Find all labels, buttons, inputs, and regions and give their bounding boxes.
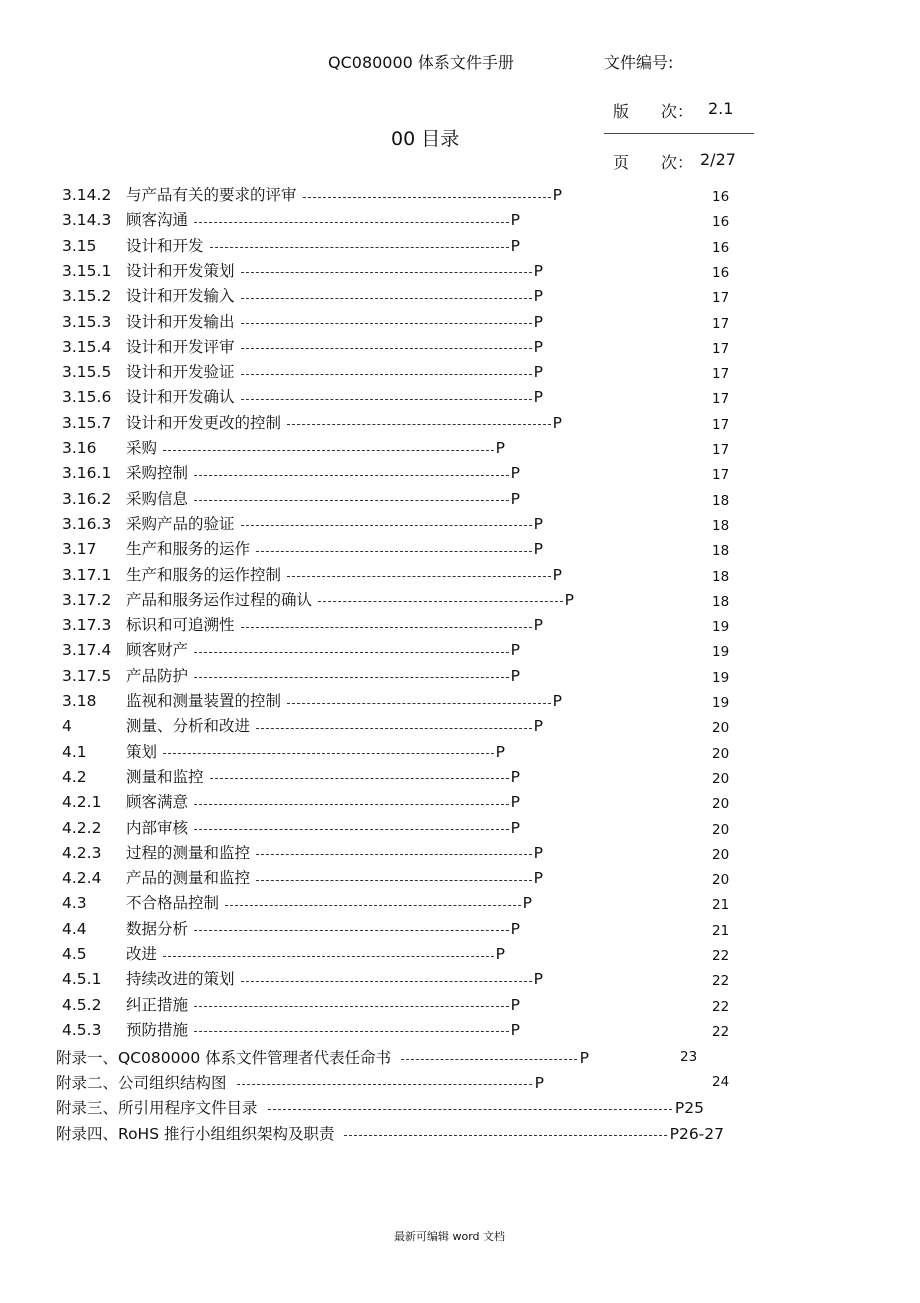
toc-entry-leader [126, 512, 543, 537]
toc-entry-leader [126, 436, 505, 461]
toc-entry-page: 20 [712, 872, 730, 889]
toc-entry-title: 顾客财产 [126, 641, 189, 660]
toc-entry-p-marker: P [533, 540, 543, 559]
toc-entry-p-marker: P [510, 236, 520, 255]
toc-entry-p-marker: P [510, 641, 520, 660]
dotted-leader [268, 1109, 672, 1110]
toc-entry-p-marker: P [533, 970, 543, 989]
toc-entry-number: 4.2.1 [62, 793, 102, 812]
toc-entry-leader [126, 284, 543, 309]
toc-entry [0, 942, 920, 967]
dotted-leader [241, 399, 532, 400]
appendix-title: 附录三、所引用程序文件目录 [56, 1099, 258, 1117]
toc-entry-leader [126, 638, 520, 663]
toc-entry [0, 866, 920, 891]
toc-entry [0, 917, 920, 942]
toc-entry [0, 967, 920, 992]
dotted-leader [163, 753, 494, 754]
toc-entry [0, 841, 920, 866]
toc-entry-p-marker: P [533, 363, 543, 382]
toc-entry-title: 产品防护 [126, 666, 189, 685]
toc-entry-p-marker: P [533, 388, 543, 407]
toc-entry-title: 设计和开发确认 [126, 388, 235, 407]
toc-entry-number: 3.17.4 [62, 641, 112, 660]
appendix-title: 附录一、QC080000 体系文件管理者代表任命书 [56, 1049, 392, 1067]
toc-entry-page: 16 [712, 264, 730, 281]
toc-entry-title: 设计和开发 [126, 236, 204, 255]
toc-entry [0, 183, 920, 208]
toc-entry-p-marker: P [552, 692, 562, 710]
dotted-leader [241, 272, 532, 273]
toc-entry-title: 与产品有关的要求的评审 [126, 186, 297, 204]
toc-entry-leader [126, 993, 520, 1018]
toc-entry-page: 16 [712, 189, 730, 205]
dotted-leader [237, 1084, 532, 1085]
toc-entry-number: 3.16.1 [62, 464, 112, 483]
toc-entry-title: 标识和可追溯性 [126, 616, 235, 635]
dotted-leader [241, 981, 532, 982]
toc-entry-number: 3.17.3 [62, 616, 112, 635]
toc-entry-p-marker: P [552, 565, 562, 584]
toc-entry-number: 4.2 [62, 767, 87, 786]
toc-entry-title: 监视和测量装置的控制 [126, 692, 282, 710]
dotted-leader [194, 475, 509, 476]
toc-entry-page: 17 [712, 391, 730, 408]
toc-entry-p-marker: P [510, 1020, 520, 1039]
appendix-entry [56, 1095, 704, 1121]
page-label: 页 次： [613, 153, 694, 172]
toc-entry-number: 3.14.3 [62, 211, 112, 230]
toc-entry-leader [126, 310, 543, 335]
toc-entry-p-marker: P [495, 742, 505, 761]
toc-entry [0, 335, 920, 360]
toc-entry-number: 3.16 [62, 439, 97, 457]
toc-entry-title: 生产和服务的运作控制 [126, 565, 282, 584]
toc-entry-page: 20 [712, 745, 730, 762]
toc-title: 00 目录 [391, 128, 460, 150]
dotted-leader [194, 930, 509, 931]
toc-entry-page: 18 [712, 492, 730, 509]
toc-entry-number: 4.2.3 [62, 843, 102, 862]
toc-entry-number: 3.16.3 [62, 514, 112, 533]
dotted-leader [194, 677, 509, 678]
appendix-entry [56, 1121, 724, 1147]
toc-entry [0, 1018, 920, 1043]
doc-number-label: 文件编号: [604, 53, 674, 72]
toc-entry-p-marker: P [510, 818, 520, 837]
toc-entry-leader [126, 1018, 520, 1043]
toc-entry-leader [126, 765, 520, 790]
toc-entry-title: 设计和开发评审 [126, 337, 235, 356]
dotted-leader [194, 829, 509, 830]
dotted-leader [163, 450, 494, 451]
toc-entry-title: 设计和开发输出 [126, 312, 235, 331]
toc-entry-title: 内部审核 [126, 818, 189, 837]
toc-entry-title: 过程的测量和监控 [126, 843, 251, 862]
toc-entry [0, 765, 920, 790]
toc-entry-leader [126, 385, 543, 410]
toc-entry-p-marker: P [533, 514, 543, 533]
toc-entry-title: 设计和开发输入 [126, 287, 235, 306]
toc-entry-leader [126, 234, 520, 259]
dotted-leader [287, 703, 551, 704]
appendix-p-marker: P [534, 1074, 544, 1092]
toc-entry-number: 4.2.4 [62, 869, 102, 888]
toc-entry-number: 3.15 [62, 236, 97, 255]
toc-entry-leader [126, 208, 520, 233]
toc-entry-leader [126, 588, 574, 613]
toc-entry-p-marker: P [533, 616, 543, 635]
toc-entry-number: 3.15.5 [62, 363, 112, 382]
toc-entry-page: 22 [712, 948, 730, 964]
version-label: 版 次： [613, 102, 694, 121]
toc-entry-number: 4.5 [62, 945, 87, 963]
toc-entry-leader [126, 563, 562, 588]
dotted-leader [256, 854, 532, 855]
toc-entry [0, 714, 920, 739]
toc-entry [0, 284, 920, 309]
footer-note: 最新可编辑 word 文档 [394, 1230, 506, 1243]
toc-entry-p-marker: P [533, 717, 543, 736]
toc-entry [0, 411, 920, 436]
toc-entry-title: 测量、分析和改进 [126, 717, 251, 736]
toc-entry-p-marker: P [495, 439, 505, 457]
toc-entry-number: 3.15.6 [62, 388, 112, 407]
toc-entry-leader [126, 841, 543, 866]
toc-entry-page: 19 [712, 644, 730, 661]
toc-entry-leader [126, 967, 543, 992]
toc-entry-number: 3.15.3 [62, 312, 112, 331]
toc-entry [0, 436, 920, 461]
toc-entry [0, 891, 920, 916]
toc-entry-page: 17 [712, 416, 730, 433]
toc-entry [0, 689, 920, 714]
toc-entry-title: 持续改进的策划 [126, 970, 235, 989]
toc-entry-leader [126, 816, 520, 841]
appendix-title: 附录二、公司组织结构图 [56, 1074, 227, 1092]
toc-entry-leader [126, 664, 520, 689]
toc-entry-leader [126, 537, 543, 562]
toc-entry [0, 234, 920, 259]
toc-entry-p-marker: P [510, 464, 520, 483]
toc-entry-title: 采购产品的验证 [126, 514, 235, 533]
toc-entry-number: 4.5.3 [62, 1020, 102, 1039]
dotted-leader [194, 652, 509, 653]
toc-entry-leader [126, 942, 505, 967]
toc-entry-p-marker: P [552, 413, 562, 432]
toc-entry-title: 产品的测量和监控 [126, 869, 251, 888]
toc-entry-leader [126, 360, 543, 385]
toc-entry-title: 纠正措施 [126, 995, 189, 1014]
toc-entry-p-marker: P [510, 666, 520, 685]
dotted-leader [210, 247, 509, 248]
toc-entry-page: 20 [712, 796, 730, 813]
toc-entry-p-marker: P [552, 186, 562, 204]
dotted-leader [401, 1059, 577, 1060]
toc-entry-number: 4.5.2 [62, 995, 102, 1014]
dotted-leader [194, 1031, 509, 1032]
toc-entry-page: 22 [712, 973, 730, 990]
toc-entry-page: 17 [712, 340, 730, 357]
toc-entry-page: 18 [712, 543, 730, 560]
toc-entry-title: 采购控制 [126, 464, 189, 483]
dotted-leader [241, 525, 532, 526]
toc-entry-title: 设计和开发更改的控制 [126, 413, 282, 432]
toc-entry [0, 790, 920, 815]
header-divider [604, 133, 754, 134]
toc-entry-number: 3.17.5 [62, 666, 112, 685]
toc-entry-number: 4.1 [62, 742, 87, 761]
appendix-title: 附录四、RoHS 推行小组组织架构及职责 [56, 1125, 335, 1143]
toc-entry-number: 4 [62, 717, 72, 736]
toc-entry-number: 3.16.2 [62, 489, 112, 508]
dotted-leader [344, 1135, 666, 1136]
toc-entry-p-marker: P [522, 894, 532, 913]
toc-entry-title: 产品和服务运作过程的确认 [126, 590, 313, 609]
toc-entry [0, 816, 920, 841]
toc-entry-number: 3.14.2 [62, 186, 112, 204]
appendix-entry [56, 1070, 544, 1096]
dotted-leader [241, 374, 532, 375]
toc-entry-page: 17 [712, 366, 730, 383]
toc-entry-p-marker: P [495, 945, 505, 963]
dotted-leader [287, 424, 551, 425]
toc-entry-title: 采购信息 [126, 489, 189, 508]
dotted-leader [287, 576, 551, 577]
toc-entry-p-marker: P [533, 312, 543, 331]
dotted-leader [256, 880, 532, 881]
toc-entry [0, 461, 920, 486]
appendix-entry [56, 1045, 589, 1071]
toc-entry-leader [126, 259, 543, 284]
toc-entry-title: 生产和服务的运作 [126, 540, 251, 559]
dotted-leader [241, 348, 532, 349]
toc-entry-leader [126, 714, 543, 739]
toc-entry-p-marker: P [510, 793, 520, 812]
appendix-p-marker: P25 [674, 1099, 704, 1117]
page-value: 2/27 [700, 150, 736, 169]
dotted-leader [194, 804, 509, 805]
dotted-leader [210, 778, 509, 779]
toc-entry-leader [126, 461, 520, 486]
toc-entry-page: 20 [712, 821, 730, 838]
toc-entry-title: 预防措施 [126, 1020, 189, 1039]
toc-entry-page: 17 [712, 315, 730, 332]
toc-entry-page: 20 [712, 846, 730, 863]
toc-entry-number: 4.3 [62, 894, 87, 913]
toc-entry-leader [126, 740, 505, 765]
toc-entry-leader [126, 613, 543, 638]
dotted-leader [256, 551, 532, 552]
toc-entry-leader [126, 183, 562, 208]
toc-entry-leader [126, 335, 543, 360]
toc-entry [0, 537, 920, 562]
toc-entry-page: 21 [712, 897, 730, 914]
toc-entry-page: 16 [712, 239, 730, 256]
toc-entry [0, 563, 920, 588]
manual-title: QC080000 体系文件手册 [328, 53, 514, 72]
toc-entry-page: 22 [712, 998, 730, 1015]
toc-entry-number: 3.18 [62, 692, 97, 710]
toc-entry-leader [126, 891, 532, 916]
toc-entry-page: 17 [712, 290, 730, 307]
toc-entry-page: 17 [712, 467, 730, 484]
toc-entry [0, 512, 920, 537]
appendix-p-marker: P26-27 [669, 1125, 724, 1143]
dotted-leader [194, 1006, 509, 1007]
toc-entry-page: 16 [712, 214, 730, 231]
toc-entry-title: 改进 [126, 945, 158, 963]
dotted-leader [318, 601, 563, 602]
toc-entry-p-marker: P [533, 261, 543, 280]
dotted-leader [241, 627, 532, 628]
toc-entry-number: 3.17.1 [62, 565, 112, 584]
toc-entry [0, 664, 920, 689]
toc-entry-p-marker: P [533, 843, 543, 862]
toc-entry-page: 18 [712, 568, 730, 585]
toc-entry [0, 259, 920, 284]
toc-entry [0, 360, 920, 385]
toc-entry-page: 21 [712, 922, 730, 939]
toc-entry-leader [126, 790, 520, 815]
toc-entry [0, 310, 920, 335]
version-value: 2.1 [708, 99, 734, 118]
toc-entry-title: 数据分析 [126, 919, 189, 938]
toc-entry-p-marker: P [510, 919, 520, 938]
toc-entry-p-marker: P [533, 869, 543, 888]
toc-entry-title: 采购 [126, 439, 158, 457]
dotted-leader [303, 197, 551, 198]
toc-entry-page: 18 [712, 593, 730, 610]
toc-entry-number: 3.15.7 [62, 413, 112, 432]
appendix-page: 23 [680, 1049, 698, 1065]
dotted-leader [256, 728, 532, 729]
toc-entry-number: 3.17 [62, 540, 97, 559]
toc-entry-p-marker: P [510, 995, 520, 1014]
dotted-leader [241, 298, 532, 299]
toc-entry-leader [126, 487, 520, 512]
toc-entry-number: 4.5.1 [62, 970, 102, 989]
toc-entry-page: 19 [712, 619, 730, 636]
toc-entry-number: 4.2.2 [62, 818, 102, 837]
appendix-p-marker: P [579, 1049, 589, 1067]
toc-entry-title: 设计和开发验证 [126, 363, 235, 382]
toc-entry-page: 19 [712, 669, 730, 686]
toc-entry [0, 588, 920, 613]
dotted-leader [194, 222, 509, 223]
toc-entry-p-marker: P [510, 767, 520, 786]
toc-entry [0, 740, 920, 765]
toc-entry-number: 3.15.1 [62, 261, 112, 280]
toc-entry-p-marker: P [510, 211, 520, 230]
toc-entry-page: 20 [712, 720, 730, 737]
toc-entry [0, 208, 920, 233]
toc-entry-page: 18 [712, 517, 730, 534]
toc-entry-number: 3.15.2 [62, 287, 112, 306]
toc-entry-page: 20 [712, 770, 730, 787]
toc-entry-p-marker: P [533, 287, 543, 306]
toc-entry-number: 3.17.2 [62, 590, 112, 609]
toc-entry-leader [126, 917, 520, 942]
toc-entry-title: 策划 [126, 742, 158, 761]
toc-entry-title: 顾客沟通 [126, 211, 189, 230]
toc-entry [0, 638, 920, 663]
appendix-page: 24 [712, 1074, 730, 1090]
toc-entry-p-marker: P [510, 489, 520, 508]
toc-entry-page: 22 [712, 1023, 730, 1040]
toc-entry-leader [126, 866, 543, 891]
toc-entry [0, 993, 920, 1018]
toc-entry [0, 613, 920, 638]
dotted-leader [163, 956, 494, 957]
toc-entry-number: 4.4 [62, 919, 87, 938]
toc-entry-page: 19 [712, 695, 730, 711]
toc-entry [0, 487, 920, 512]
dotted-leader [225, 905, 521, 906]
toc-entry-p-marker: P [533, 337, 543, 356]
toc-entry-number: 3.15.4 [62, 337, 112, 356]
toc-entry-leader [126, 689, 562, 714]
toc-entry-title: 测量和监控 [126, 767, 204, 786]
toc-entry [0, 385, 920, 410]
toc-entry-page: 17 [712, 442, 730, 458]
toc-entry-leader [126, 411, 562, 436]
toc-entry-p-marker: P [564, 590, 574, 609]
dotted-leader [194, 500, 509, 501]
toc-entry-title: 不合格品控制 [126, 894, 220, 913]
toc-entry-title: 设计和开发策划 [126, 261, 235, 280]
dotted-leader [241, 323, 532, 324]
toc-entry-title: 顾客满意 [126, 793, 189, 812]
